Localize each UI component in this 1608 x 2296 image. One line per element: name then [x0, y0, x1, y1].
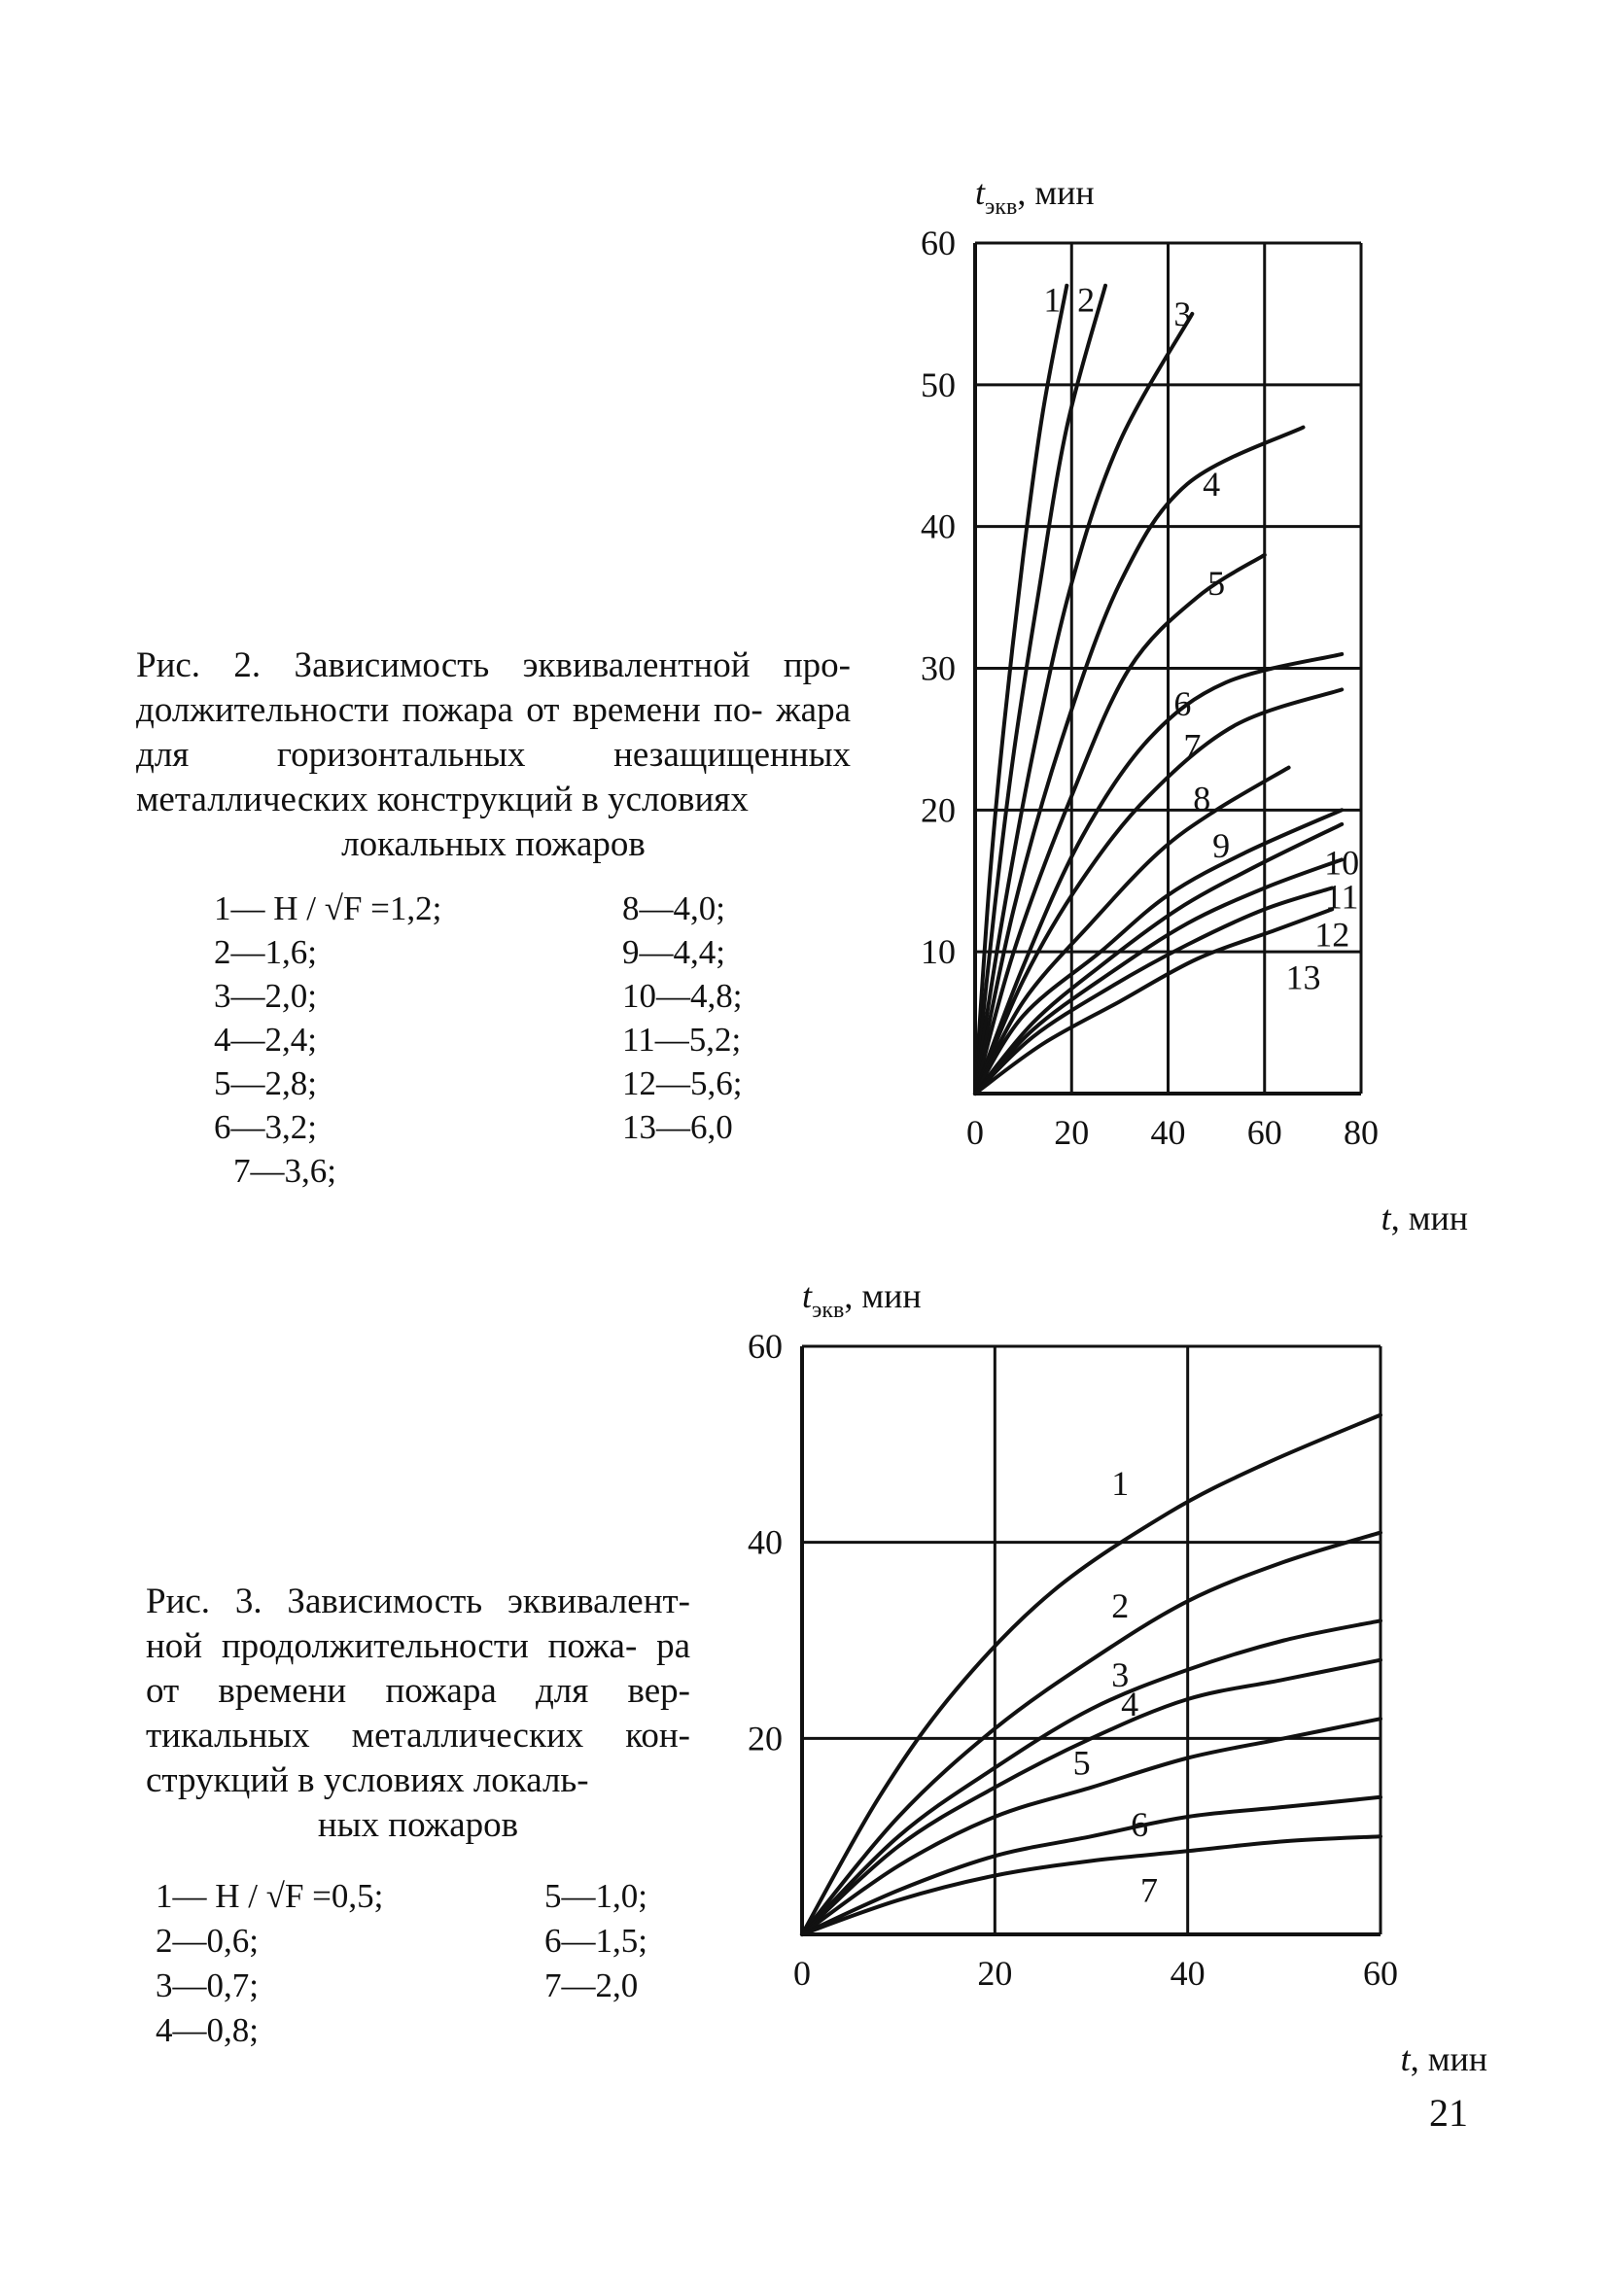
figure2-caption-line-4: металлических конструкций в условиях: [136, 780, 749, 819]
figure2-legend-item: 11—5,2;: [622, 1021, 742, 1059]
series-label-11: 11: [1324, 877, 1359, 917]
figure2-legend-item: 7—3,6;: [233, 1152, 336, 1190]
figure3-caption-line-3: ра от времени пожара для вер-: [146, 1626, 691, 1711]
series-label-13: 13: [1285, 957, 1321, 997]
figure3-legend-item: 3—0,7;: [156, 1966, 259, 2004]
chart-fig3: [748, 1276, 1487, 2078]
series-line-3: [802, 1620, 1381, 1934]
series-line-7: [802, 1836, 1381, 1934]
figure2-legend-item: 13—6,0: [622, 1108, 733, 1146]
figure2-legend-item: 1— H / √F =1,2;: [214, 889, 442, 927]
y-tick-label: 20: [748, 1719, 783, 1758]
series-line-6: [802, 1797, 1381, 1934]
series-label-1: 1: [1111, 1464, 1130, 1504]
x-axis-label: t, мин: [1400, 2039, 1487, 2078]
figure2-legend-item: 6—3,2;: [214, 1108, 317, 1146]
series-line-13: [975, 909, 1332, 1094]
series-label-4: 4: [1121, 1685, 1139, 1724]
figure2-legend-item: 4—2,4;: [214, 1021, 317, 1059]
figure2-legend-item: 10—4,8;: [622, 977, 743, 1015]
page-number: 21: [1429, 2091, 1468, 2135]
figure3-caption-line-6: ных пожаров: [317, 1805, 519, 1845]
series-label-7: 7: [1140, 1870, 1158, 1910]
figure3-legend-item: 4—0,8;: [156, 2011, 259, 2049]
figure3-caption-line-2: ной продолжительности пожа-: [146, 1626, 638, 1666]
y-axis-label: $t_{экв}$, мин: [975, 173, 1095, 220]
figure3-legend-item: 2—0,6;: [156, 1922, 259, 1960]
series-label-4: 4: [1203, 464, 1221, 504]
series-label-9: 9: [1212, 825, 1231, 865]
series-label-7: 7: [1183, 726, 1202, 766]
y-tick-label: 40: [921, 506, 956, 546]
series-label-2: 2: [1111, 1586, 1130, 1626]
series-label-2: 2: [1077, 280, 1096, 320]
series-label-3: 3: [1173, 294, 1192, 333]
figure2-legend-item: 5—2,8;: [214, 1064, 317, 1102]
series-label-5: 5: [1207, 564, 1226, 603]
y-tick-label: 40: [748, 1522, 783, 1562]
x-tick-label: 40: [1150, 1113, 1186, 1152]
figure3-caption-line-1: Рис. 3. Зависимость эквивалент-: [146, 1582, 690, 1621]
series-label-10: 10: [1324, 843, 1360, 883]
series-label-12: 12: [1314, 915, 1350, 955]
series-label-5: 5: [1072, 1743, 1091, 1783]
x-tick-label: 0: [966, 1113, 984, 1152]
x-tick-label: 20: [1054, 1113, 1090, 1152]
chart-fig2: [921, 173, 1468, 1237]
y-tick-label: 60: [921, 224, 956, 262]
figure2-legend-item: 8—4,0;: [622, 889, 725, 927]
figure2-legend-item: 12—5,6;: [622, 1064, 743, 1102]
series-label-8: 8: [1193, 779, 1211, 818]
series-label-6: 6: [1131, 1805, 1149, 1845]
y-tick-label: 20: [921, 790, 956, 830]
series-label-6: 6: [1173, 683, 1192, 723]
series-label-3: 3: [1111, 1654, 1130, 1694]
figure3-legend-item: 7—2,0: [544, 1966, 639, 2004]
figure2-caption-line-2: должительности пожара от времени по-: [136, 690, 763, 730]
figure2-caption-line-3: жара для горизонтальных незащищенных: [136, 690, 851, 775]
figure3-legend-item: 1— H / √F =0,5;: [156, 1877, 384, 1915]
series-label-1: 1: [1043, 280, 1062, 320]
x-axis-label: t, мин: [1381, 1199, 1468, 1237]
x-tick-label: 0: [793, 1954, 811, 1993]
figure2-legend-item: 3—2,0;: [214, 977, 317, 1015]
figure3-legend-item: 6—1,5;: [544, 1922, 647, 1960]
x-tick-label: 80: [1344, 1113, 1379, 1152]
x-tick-label: 60: [1246, 1113, 1282, 1152]
figure2-legend-item: 9—4,4;: [622, 933, 725, 971]
y-tick-label: 50: [921, 365, 956, 404]
x-tick-label: 40: [1170, 1954, 1206, 1993]
x-tick-label: 20: [977, 1954, 1013, 1993]
x-tick-label: 60: [1363, 1954, 1398, 1993]
figure3-caption-line-4: тикальных металлических кон-: [146, 1716, 690, 1756]
figure2-caption-line-5: локальных пожаров: [341, 824, 646, 864]
figure3-caption-line-5: струкций в условиях локаль-: [146, 1760, 589, 1800]
figure2-caption-line-1: Рис. 2. Зависимость эквивалентной про-: [136, 645, 851, 685]
y-tick-label: 10: [921, 932, 956, 972]
y-axis-label: $t_{экв}$, мин: [802, 1276, 922, 1323]
y-tick-label: 30: [921, 648, 956, 688]
figure2-legend-item: 2—1,6;: [214, 933, 317, 971]
y-tick-label: 60: [748, 1327, 783, 1366]
figure3-legend-item: 5—1,0;: [544, 1877, 647, 1915]
